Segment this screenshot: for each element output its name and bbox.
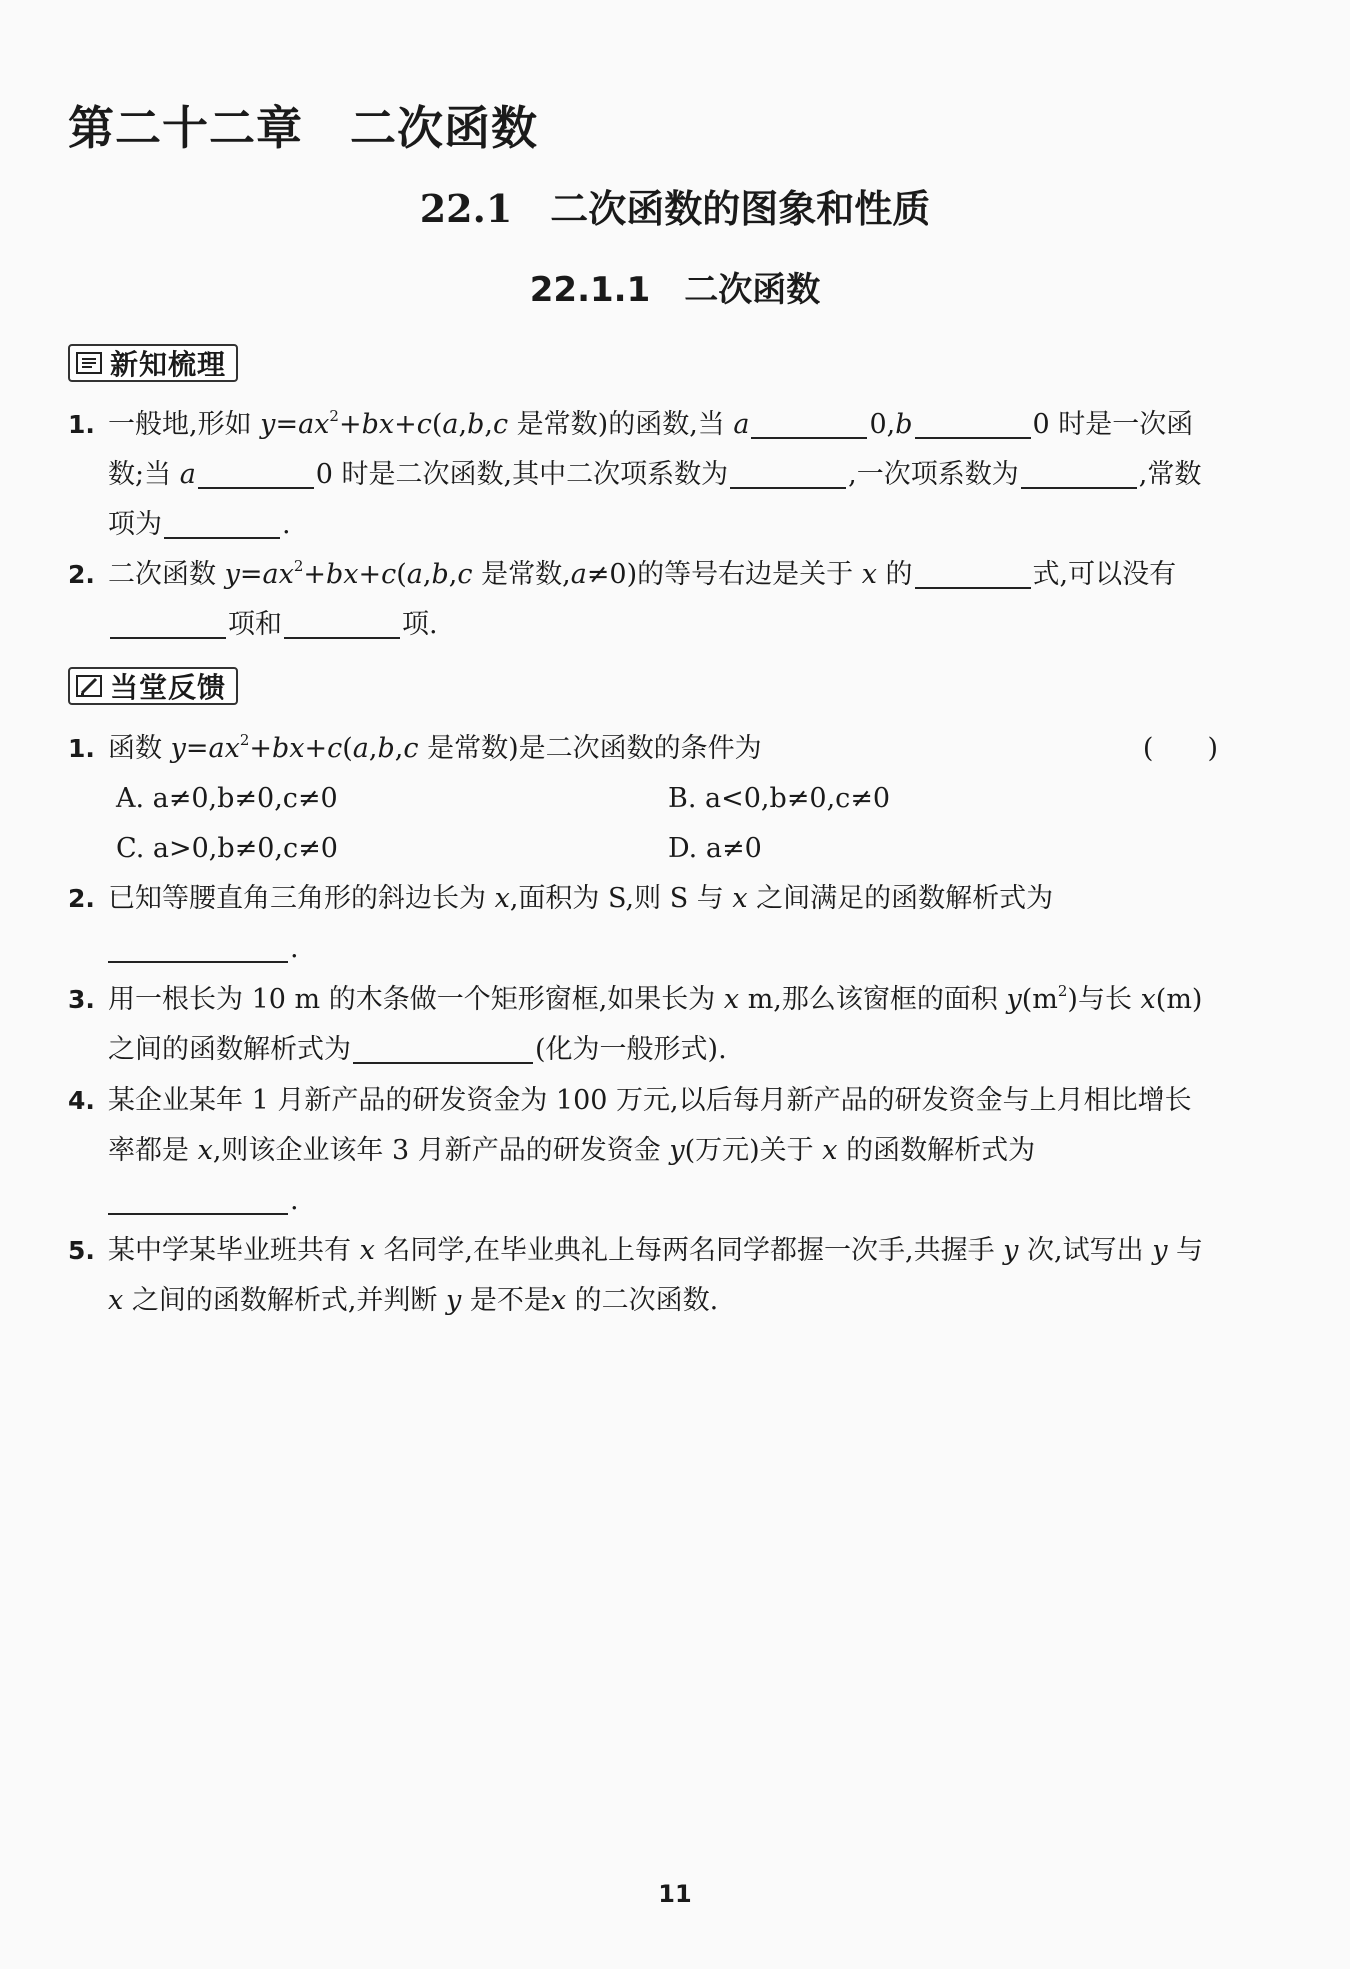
page-number: 11 <box>658 1880 692 1908</box>
question-number: 2. <box>68 884 95 913</box>
fb-question-3: 3. 用一根长为 10 m 的木条做一个矩形窗框,如果长为 x m,那么该窗框的面积 $y(m^2)$与长 x(m)之间的函数解析式为 (化为一般形式). <box>68 975 1218 1075</box>
question-number: 1. <box>68 410 95 439</box>
book-icon <box>76 351 102 375</box>
option-c[interactable]: C. a>0,b≠0,c≠0 <box>116 833 338 864</box>
option-a[interactable]: A. a≠0,b≠0,c≠0 <box>116 783 338 814</box>
subsection-title: 22.1.1 二次函数 <box>529 270 821 310</box>
answer-blank[interactable] <box>284 607 400 639</box>
answer-blank[interactable] <box>915 407 1031 439</box>
feedback-label: 当堂反馈 <box>110 671 227 704</box>
answer-blank[interactable] <box>730 457 846 489</box>
feedback-tag <box>68 667 238 705</box>
answer-blank[interactable] <box>198 457 314 489</box>
options <box>108 774 1218 874</box>
question-number: 3. <box>68 985 95 1014</box>
fb-question-4: 4. 某企业某年 1 月新产品的研发资金为 100 万元,以后每月新产品的研发资金与上月相比增长率都是 x,则该企业该年 3 月新产品的研发资金 y(万元)关于 x 的函数解析式为 . <box>68 1076 1218 1226</box>
nk-question-2: 2. 二次函数 $y=ax^2+bx+c(a,b,c$ 是常数,a≠0)的等号右边是关于 x 的 式,可以没有项和 项. <box>68 550 1218 650</box>
option-b[interactable]: B. a<0,b≠0,c≠0 <box>668 783 891 814</box>
section-title: 22.1 二次函数的图象和性质 <box>419 186 931 231</box>
fb-question-5: 5. 某中学某毕业班共有 x 名同学,在毕业典礼上每两名同学都握一次手,共握手 y 次,试写出 y 与 x 之间的函数解析式,并判断 y 是不是x 的二次函数. <box>68 1226 1218 1326</box>
pencil-icon <box>76 674 102 698</box>
chapter-title: 第二十二章 二次函数 <box>68 101 538 155</box>
answer-blank[interactable] <box>110 607 226 639</box>
answer-blank[interactable] <box>751 407 867 439</box>
new-knowledge-tag <box>68 344 238 382</box>
question-number: 2. <box>68 560 95 589</box>
new-knowledge-label: 新知梳理 <box>110 348 227 381</box>
answer-blank[interactable] <box>108 931 288 963</box>
fb-question-2: 2. 已知等腰直角三角形的斜边长为 x,面积为 S,则 S 与 x 之间满足的函数解析式为 . <box>68 874 1218 974</box>
answer-blank[interactable] <box>353 1032 533 1064</box>
answer-blank[interactable] <box>108 1183 288 1215</box>
question-number: 1. <box>68 734 95 763</box>
answer-blank[interactable] <box>915 557 1031 589</box>
answer-blank[interactable] <box>164 507 280 539</box>
nk-question-1: 1. 一般地,形如 $y=ax^2+bx+c(a,b,c$ 是常数)的函数,当 a 0,b 0 时是一次函数;当 a 0 时是二次函数,其中二次项系数为 ,一次项系数为 ,常数项为 . <box>68 400 1218 550</box>
answer-blank[interactable] <box>1021 457 1137 489</box>
question-number: 4. <box>68 1086 95 1115</box>
answer-paren[interactable]: ( ) <box>1142 733 1218 764</box>
option-d[interactable]: D. a≠0 <box>668 833 762 864</box>
fb-question-1: 1. 函数 $y=ax^2+bx+c(a,b,c$ 是常数)是二次函数的条件为 ( ) A. a≠0,b≠0,c≠0 B. a<0,b≠0,c≠0 C. a>0,b≠0,c≠0 D. a≠0 <box>68 724 1218 874</box>
question-number: 5. <box>68 1236 95 1265</box>
